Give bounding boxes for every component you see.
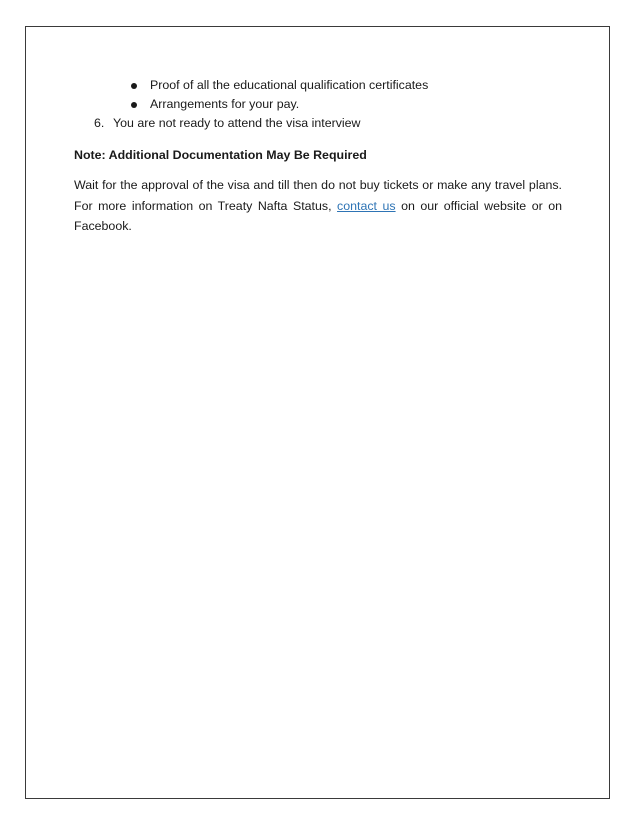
numbered-item-text: You are not ready to attend the visa interview: [113, 116, 361, 130]
contact-us-link[interactable]: contact us: [337, 198, 396, 213]
line-2-text-before-link: For more information on Treaty Nafta Status,: [74, 198, 338, 213]
numbered-list-item: [94, 114, 361, 133]
body-paragraph: [74, 175, 562, 237]
note-heading: Note: Additional Documentation May Be Required: [74, 148, 367, 162]
list-item: [128, 95, 428, 114]
bullet-text: Proof of all the educational qualification certificates: [150, 78, 429, 92]
page-content: [26, 27, 609, 798]
list-number: 6.: [94, 116, 105, 130]
paragraph-line-2: [74, 196, 562, 217]
paragraph-line-3: Facebook.: [74, 219, 132, 233]
bullet-icon: [131, 102, 137, 108]
bullet-list: [128, 76, 428, 114]
bullet-icon: [131, 83, 137, 89]
list-item: [128, 76, 428, 95]
page-frame: [25, 26, 610, 799]
line-2-text-after-link: on our official website or on: [395, 198, 562, 213]
bullet-text: Arrangements for your pay.: [150, 97, 300, 111]
paragraph-line-1: Wait for the approval of the visa and till then do not buy tickets or make any travel plans.: [74, 178, 562, 192]
